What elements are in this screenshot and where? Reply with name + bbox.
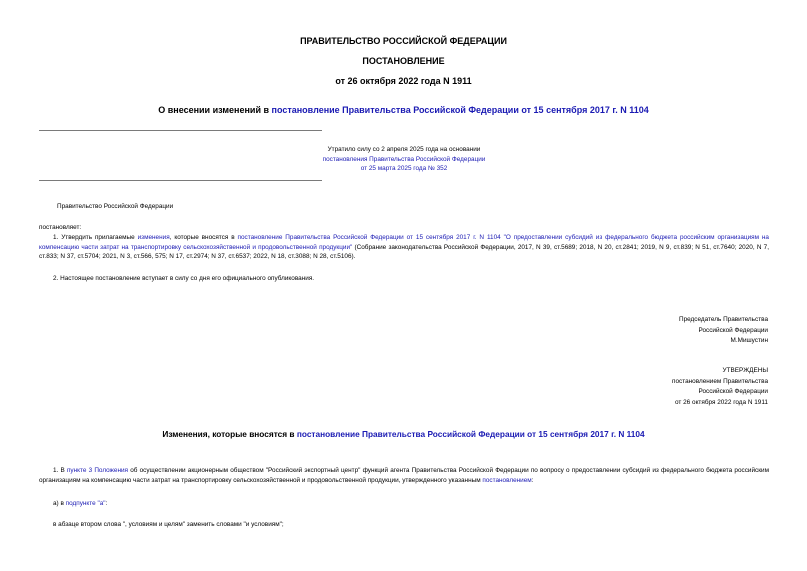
document-date-number: от 26 октября 2022 года N 1911 bbox=[335, 76, 472, 86]
paragraph-1 bbox=[39, 233, 769, 262]
document-title-prefix: О внесении изменений в bbox=[158, 105, 272, 115]
subpoint-a bbox=[53, 499, 107, 509]
document-title-link[interactable]: постановление Правительства Российской Федерации от 15 сентября 2017 г. N 1104 bbox=[271, 105, 649, 115]
document-type: ПОСТАНОВЛЕНИЕ bbox=[362, 56, 445, 66]
paragraph-1-start: 1. Утвердить прилагаемые bbox=[53, 234, 138, 241]
changes-title bbox=[0, 429, 807, 439]
paragraph-1-end: (Собрание законодательства Российской Федерации, 2017, N 39, ст.5689; 2018, N 20, ст.2841; 2019, N 9, ст.839; N 51, ст.7640; 2020, N 7, ст.833; N 37, ст.5704; 2021, N 3, ст.566, 575; N 17, ст.2974; N 37, ст.6537; 2022, N 18, ст.3088; N 28, ст.5106). bbox=[39, 243, 769, 261]
changes-title-link[interactable]: постановление Правительства Российской Федерации от 15 сентября 2017 г. N 1104 bbox=[296, 429, 645, 439]
decree-1104-link[interactable]: постановление Правительства Российской Федерации от 15 сентября 2017 г. N 1104 "О предоставлении субсидий из федерального бюджета российским организациям на компенсацию части затрат на транспортировку сельскохозяйственной и продовольственной продукции" bbox=[39, 234, 769, 251]
repeal-notice bbox=[39, 145, 769, 174]
changes-paragraph-1-end: : bbox=[531, 476, 534, 484]
changes-paragraph-1-start: 1. В bbox=[53, 467, 67, 474]
approval-block bbox=[672, 366, 768, 408]
approval-line3: Российской Федерации bbox=[698, 388, 768, 395]
bottom-divider bbox=[39, 180, 322, 181]
top-divider bbox=[39, 130, 322, 131]
changes-paragraph-1-text: об осуществлении акционерным обществом "Российский экспортный центр" функций агента Правительства Российской Федерации по вопросу о предоставлении субсидий из федерального бюджета российским организациям на компенсацию части затрат на транспортировку сельскохозяйственной и продовольственной продукции, утвержденного указанным bbox=[39, 467, 769, 484]
approval-line2: постановлением Правительства bbox=[672, 377, 768, 385]
changes-link[interactable]: изменения bbox=[137, 234, 170, 241]
issuer: Правительство Российской Федерации bbox=[57, 203, 174, 210]
decree-link[interactable]: постановлением bbox=[482, 476, 532, 484]
approval-line4: от 26 октября 2022 года N 1911 bbox=[675, 398, 768, 406]
subpoint-a-start: а) в bbox=[53, 500, 66, 507]
signature-line3: М.Мишустин bbox=[730, 337, 768, 344]
decree-word: постановляет: bbox=[39, 224, 82, 231]
subpoint-a-text: в абзаце втором слова ", условиям и целям" заменить словами "и условиям"; bbox=[53, 521, 284, 528]
repeal-notice-line1: Утратило силу со 2 апреля 2025 года на основании bbox=[327, 146, 481, 153]
government-heading: ПРАВИТЕЛЬСТВО РОССИЙСКОЙ ФЕДЕРАЦИИ bbox=[300, 36, 507, 46]
paragraph-2: 2. Настоящее постановление вступает в силу со дня его официального опубликования. bbox=[53, 275, 315, 282]
changes-paragraph-1 bbox=[39, 466, 769, 485]
point-3-link[interactable]: пункте 3 Положения bbox=[66, 467, 129, 474]
signature-line1: Председатель Правительства bbox=[679, 316, 768, 323]
repeal-notice-link2[interactable]: от 25 марта 2025 года № 352 bbox=[360, 165, 448, 173]
subpoint-a-link[interactable]: подпункте "а" bbox=[65, 500, 106, 507]
changes-title-prefix: Изменения, которые вносятся в bbox=[162, 429, 297, 439]
repeal-notice-link1[interactable]: постановления Правительства Российской Федерации bbox=[322, 155, 486, 163]
subpoint-a-end: : bbox=[105, 500, 108, 507]
document-title bbox=[0, 105, 807, 115]
signature-line2: Российской Федерации bbox=[698, 326, 768, 334]
signature-block bbox=[679, 315, 768, 347]
approval-line1: УТВЕРЖДЕНЫ bbox=[722, 367, 768, 374]
paragraph-1-mid: , которые вносятся в bbox=[169, 234, 238, 241]
